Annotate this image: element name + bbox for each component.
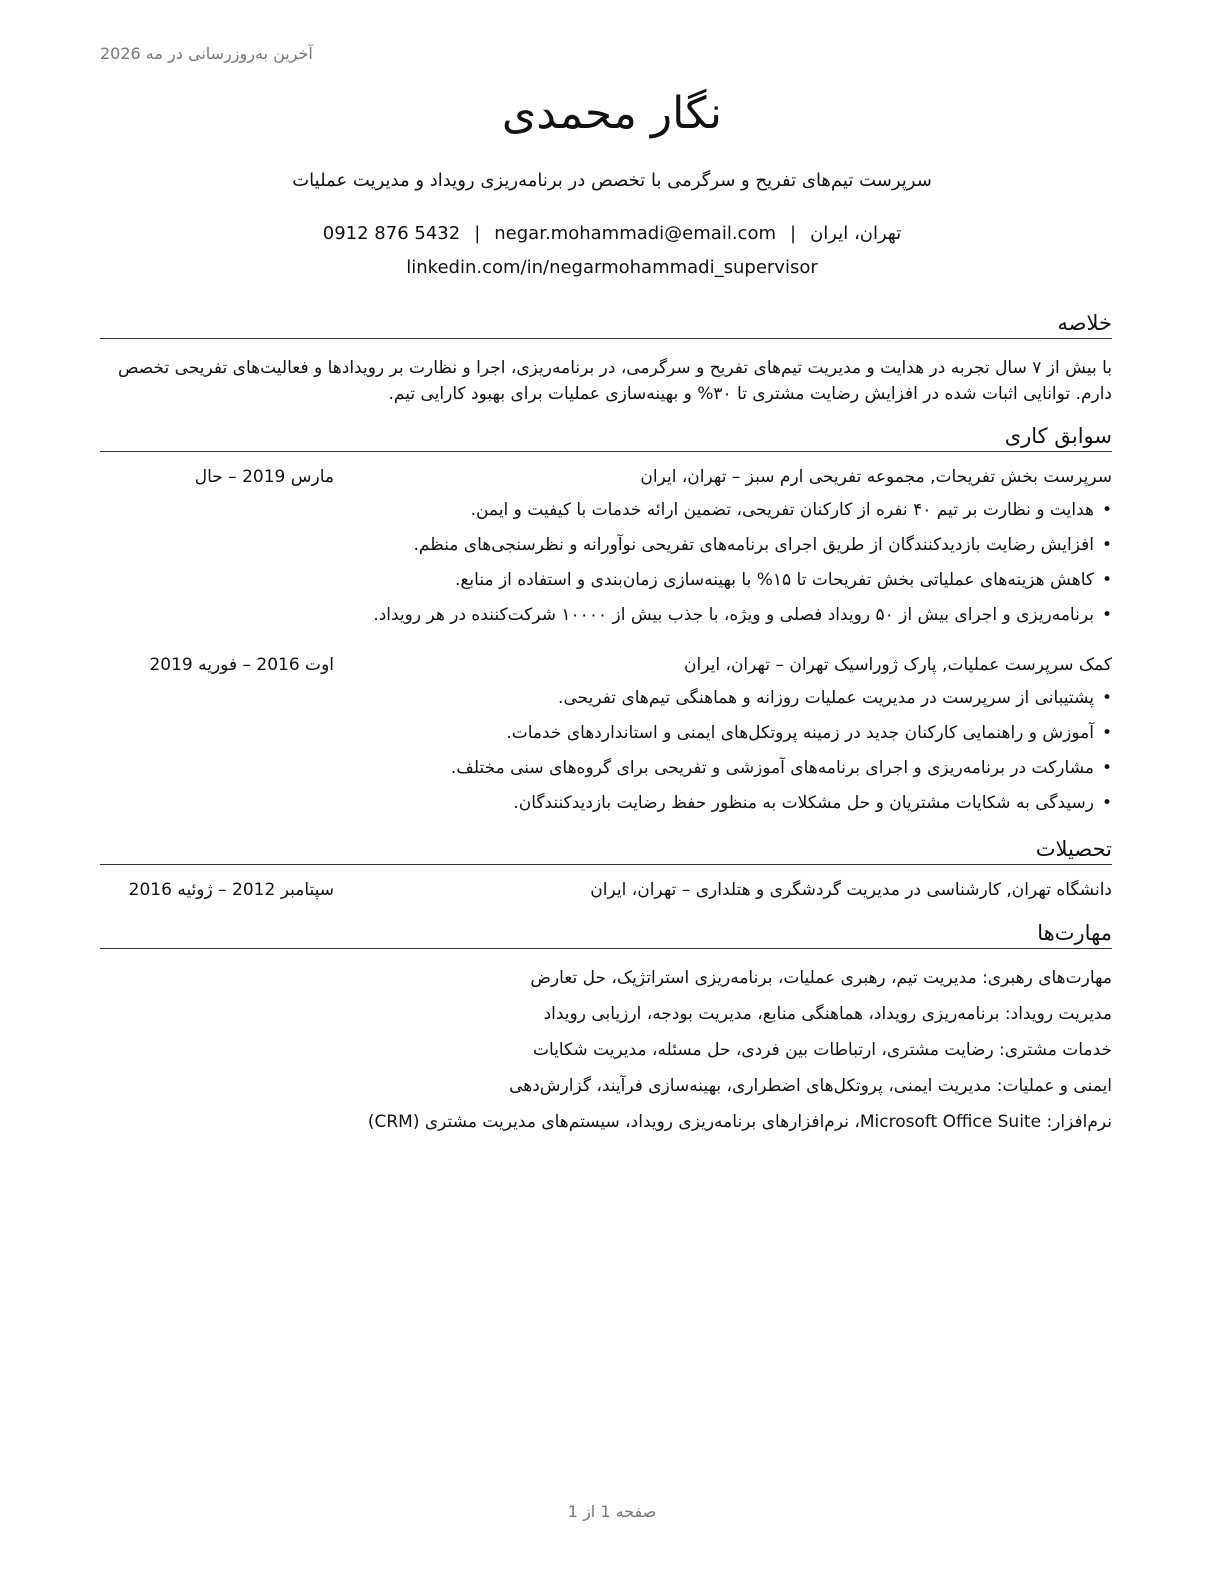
summary-text: با بیش از ۷ سال تجربه در هدایت و مدیریت تیم‌های تفریح و سرگرمی، در برنامه‌ریزی، اجرا و نظارت بر رویدادها و فعالیت‌های تفریحی تخصص دارم. توانایی اثبات شده در افزایش رضایت مشتری تا ۳۰% و بهینه‌سازی عملیات برای بهبود کارایی تیم. — [117, 358, 1112, 404]
skill-item: ایمنی و عملیات: مدیریت ایمنی، پروتکل‌های اضطراری، بهینه‌سازی فرآیند، گزارش‌دهی — [509, 1076, 1112, 1096]
education-entry — [100, 880, 1112, 908]
list-item: •هدایت و نظارت بر تیم ۴۰ نفره از کارکنان تفریحی، تضمین ارائه خدمات با کیفیت و ایمن. — [470, 500, 1112, 520]
skills-heading: مهارت‌ها — [1037, 921, 1112, 945]
bullet-icon: • — [1101, 570, 1112, 590]
job-dates: اوت 2016 – فوریه 2019 — [149, 655, 334, 675]
contact-phone: 0912 876 5432 — [322, 223, 461, 244]
candidate-name: نگار محمدی — [501, 88, 723, 139]
experience-heading: سوابق کاری — [1004, 424, 1112, 448]
section-divider — [100, 338, 1112, 339]
job-dates: مارس 2019 – حال — [194, 467, 334, 487]
bullet-icon: • — [1101, 758, 1112, 778]
list-item: •مشارکت در برنامه‌ریزی و اجرای برنامه‌های آموزشی و تفریحی برای گروه‌های سنی مختلف. — [450, 758, 1112, 778]
education-heading: تحصیلات — [1035, 837, 1112, 861]
section-divider — [100, 864, 1112, 865]
bullet-icon: • — [1101, 688, 1112, 708]
section-divider — [100, 948, 1112, 949]
job-bullets — [451, 686, 1112, 826]
contact-line — [0, 223, 1224, 244]
skill-item: مدیریت رویداد: برنامه‌ریزی رویداد، هماهنگی منابع، مدیریت بودجه، ارزیابی رویداد — [543, 1004, 1112, 1024]
list-item: •رسیدگی به شکایات مشتریان و حل مشکلات به منظور حفظ رضایت بازدیدکنندگان. — [513, 793, 1112, 813]
summary-heading: خلاصه — [1057, 311, 1112, 335]
education-title: دانشگاه تهران, کارشناسی در مدیریت گردشگری و هتلداری – تهران، ایران — [590, 880, 1112, 900]
job-header — [100, 467, 1112, 495]
education-dates: سپتامبر 2012 – ژوئیه 2016 — [128, 880, 334, 900]
job-header — [100, 655, 1112, 683]
linkedin-link[interactable]: linkedin.com/in/negarmohammadi_supervisor — [406, 257, 818, 278]
bullet-icon: • — [1101, 500, 1112, 520]
bullet-icon: • — [1101, 793, 1112, 813]
contact-email[interactable]: negar.mohammadi@email.com — [494, 223, 776, 244]
skill-item: خدمات مشتری: رضایت مشتری، ارتباطات بین فردی، حل مسئله، مدیریت شکایات — [532, 1040, 1112, 1060]
job-title: کمک سرپرست عملیات, پارک ژوراسیک تهران – تهران، ایران — [684, 655, 1112, 675]
list-item: •کاهش هزینه‌های عملیاتی بخش تفریحات تا ۱۵% با بهینه‌سازی زمان‌بندی و استفاده از منابع. — [454, 570, 1112, 590]
section-divider — [100, 451, 1112, 452]
skills-list — [368, 966, 1112, 1146]
list-item: •پشتیبانی از سرپرست در مدیریت عملیات روزانه و هماهنگی تیم‌های تفریحی. — [558, 688, 1112, 708]
page-number: صفحه 1 از 1 — [567, 1502, 657, 1521]
candidate-subtitle: سرپرست تیم‌های تفریح و سرگرمی با تخصص در برنامه‌ریزی رویداد و مدیریت عملیات — [292, 170, 932, 191]
list-item: •افزایش رضایت بازدیدکنندگان از طریق اجرای برنامه‌های تفریحی نوآورانه و نظرسنجی‌های منظم. — [413, 535, 1112, 555]
job-bullets — [373, 498, 1112, 638]
list-item: •برنامه‌ریزی و اجرای بیش از ۵۰ رویداد فصلی و ویژه، با جذب بیش از ۱۰۰۰۰ شرکت‌کننده در هر رویداد. — [373, 605, 1112, 625]
list-item: •آموزش و راهنمایی کارکنان جدید در زمینه پروتکل‌های ایمنی و استانداردهای خدمات. — [506, 723, 1112, 743]
skill-item: مهارت‌های رهبری: مدیریت تیم، رهبری عملیات، برنامه‌ریزی استراتژیک، حل تعارض — [530, 968, 1112, 988]
contact-location: تهران، ایران — [810, 223, 902, 244]
bullet-icon: • — [1101, 535, 1112, 555]
contact-separator: | — [790, 223, 797, 244]
job-title: سرپرست بخش تفریحات, مجموعه تفریحی ارم سبز – تهران، ایران — [640, 467, 1112, 487]
contact-separator: | — [474, 223, 481, 244]
last-updated-note: آخرین به‌روزرسانی در مه 2026 — [100, 44, 313, 63]
bullet-icon: • — [1101, 723, 1112, 743]
bullet-icon: • — [1101, 605, 1112, 625]
skill-item: نرم‌افزار: Microsoft Office Suite، نرم‌افزارهای برنامه‌ریزی رویداد، سیستم‌های مدیریت مشتری (CRM) — [367, 1112, 1112, 1132]
